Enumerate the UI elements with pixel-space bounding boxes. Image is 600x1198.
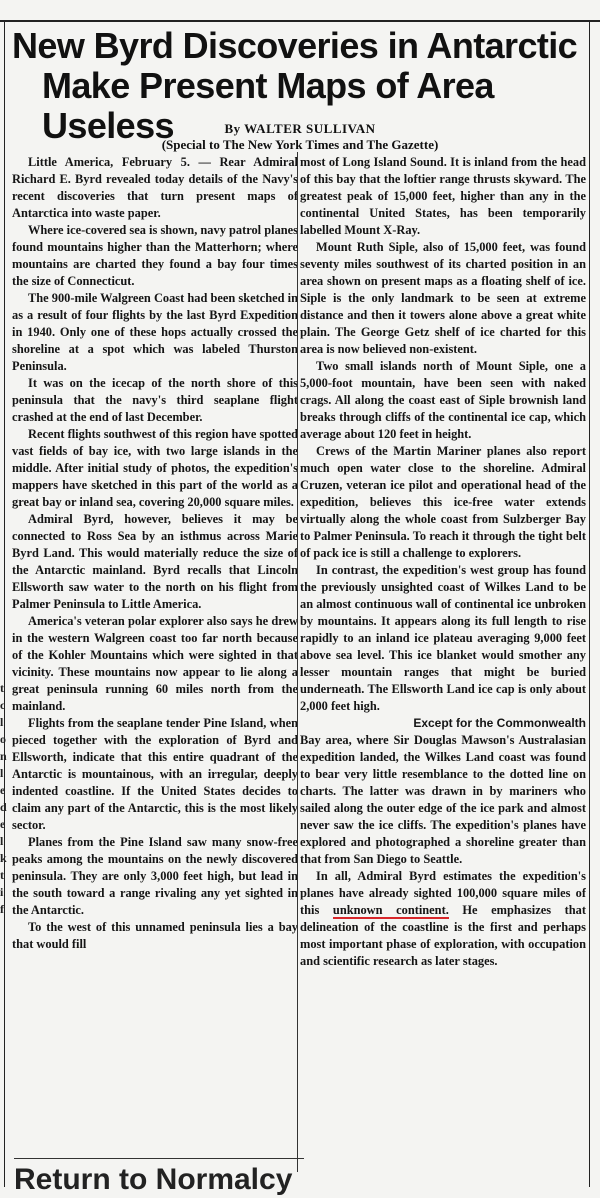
inserted-note: Except for the Commonwealth	[413, 716, 586, 730]
edge-letter: l	[0, 834, 4, 848]
right-rule	[589, 22, 590, 1187]
edge-letter: e	[0, 817, 6, 831]
paragraph: The 900-mile Walgreen Coast had been sketched in as a result of four flights by the last Byrd Expedition in 1940. Only one of these hops actually crossed the shoreline at a spot which was labeled Thurston Peninsula.	[12, 291, 298, 373]
edge-letter: e	[0, 783, 6, 797]
underlined-phrase: unknown continent.	[332, 903, 449, 917]
edge-letter: n	[0, 749, 7, 763]
edge-letter: t	[0, 868, 4, 882]
edge-letter: l	[0, 715, 4, 729]
headline-line-2: Make Present Maps of Area Useless	[42, 65, 494, 146]
paragraph: It was on the icecap of the north shore of this peninsula that the navy's third seaplane flight crashed at the end of last December.	[12, 376, 298, 424]
paragraph: most of Long Island Sound. It is inland from the head of this bay that the loftier range thrusts skyward. The greatest peak of 15,000 feet, higher than any in the continental United States, has been temporarily labelled Mount X-Ray.	[300, 155, 586, 237]
edge-letter: t	[0, 681, 4, 695]
paragraph: Little America, February 5. — Rear Admiral Richard E. Byrd revealed today details of the Navy's recent discoveries that turn present maps of Antarctica into waste paper.	[12, 155, 298, 220]
final-text-after: He emphasizes that delineation of the coastline is the first and perhaps most important phase of exploration, with occupation and scientific research as later stages.	[300, 903, 586, 968]
edge-letter: o	[0, 732, 6, 746]
paragraph: Planes from the Pine Island saw many snow-free peaks among the mountains on the newly discovered peninsula. They are only 3,000 feet high, but lead in the south toward a range rivaling any yet sighted in the Antarctic.	[12, 835, 298, 917]
edge-letter: c	[0, 698, 6, 712]
paragraph: Mount Ruth Siple, also of 15,000 feet, was found seventy miles southwest of its charted position in an area shown on present maps as a floating shelf of ice. Siple is the only landmark to be seen at extreme distance and then it towers alone above a great white plain. The George Getz shelf of ice charted for this area is now believed non-existent.	[300, 240, 586, 356]
paragraph: Bay area, where Sir Douglas Mawson's Australasian expedition landed, the Wilkes Land coast was found to bear very little resemblance to the dotted line on charts. The latter was drawn in by mariners who sailed along the outer edge of the ice park and almost never saw the ice cliffs. The expedition's planes have explored and photographed a shoreline greater than that from San Diego to Seattle.	[300, 733, 586, 866]
special-credit: (Special to The New York Times and The Gazette)	[161, 137, 439, 152]
paragraph: Crews of the Martin Mariner planes also report much open water close to the shoreline. Admiral Cruzen, veteran ice pilot and operational head of the expedition, believes this ice-free water extends virtually along the whole coast from Sulzberger Bay to Palmer Peninsula. To reach it through the tight belt of pack ice is still a challenge to explorers.	[300, 444, 586, 560]
column-divider	[297, 152, 298, 1172]
edge-letter: f	[0, 902, 4, 916]
right-column	[300, 154, 586, 1154]
paragraph: To the west of this unnamed peninsula lies a bay that would fill	[12, 920, 298, 951]
byline: By WALTER SULLIVAN	[224, 121, 376, 136]
final-paragraph	[300, 868, 586, 970]
paragraph: In contrast, the expedition's west group has found the previously unsighted coast of Wilkes Land to be an almost continuous wall of continental ice unbroken by mountains. It appears along its full length to rise rapidly to an inland ice plateau averaging 9,000 feet above sea level. This ice blanket would smother any lesser mountain ranges that might be buried underneath. The Ellsworth Land ice cap is only about 2,000 feet high.	[300, 563, 586, 713]
left-edge-letters	[0, 680, 12, 918]
paragraph: Flights from the seaplane tender Pine Island, when pieced together with the exploration of Byrd and Ellsworth, indicate that this entire quadrant of the Antarctic is mountainous, with an irregular, deeply indented coastline. If the United States decides to claim any part of the Antarctic, this is the most likely sector.	[12, 716, 298, 832]
left-rule	[4, 22, 5, 1187]
edge-letter: k	[0, 851, 7, 865]
next-article-headline: Return to Normalcy	[14, 1158, 304, 1198]
edge-letter: d	[0, 800, 7, 814]
headline-line-1: New Byrd Discoveries in Antarctic	[12, 25, 578, 66]
left-column	[12, 154, 298, 1154]
top-rule	[0, 20, 600, 22]
paragraph: Admiral Byrd, however, believes it may be connected to Ross Sea by an isthmus across Marie Byrd Land. This would materially reduce the size of the Antarctic mainland. Byrd recalls that Lincoln Ellsworth saw water to the north on his flight from Palmer Peninsula to Little America.	[12, 512, 298, 611]
paragraph: Recent flights southwest of this region have spotted vast fields of bay ice, with two large islands in the middle. After initial study of photos, the expedition's mappers have sketched in this part of the world as a great bay or inland sea, covering 20,000 square miles.	[12, 427, 298, 509]
final-text-before: In all, Admiral Byrd estimates the expedition's planes have already sighted 100,000 square miles of this	[300, 869, 586, 917]
paragraph: Where ice-covered sea is shown, navy patrol planes found mountains higher than the Matterhorn; where mountains are charted they found a bay four times the size of Connecticut.	[12, 223, 298, 288]
paragraph: Two small islands north of Mount Siple, one a 5,000-foot mountain, have been seen with naked crags. All along the coast east of Siple brownish land breaks through cliffs of the continental ice cap, which average about 120 feet in height.	[300, 359, 586, 441]
paragraph: America's veteran polar explorer also says he drew in the western Walgreen coast too far north because of the Kohler Mountains which were sighted in that vicinity. These mountains now appear to lie along a great peninsula running 60 miles north from the mainland.	[12, 614, 298, 713]
edge-letter: i	[0, 885, 4, 899]
edge-letter: l	[0, 766, 4, 780]
